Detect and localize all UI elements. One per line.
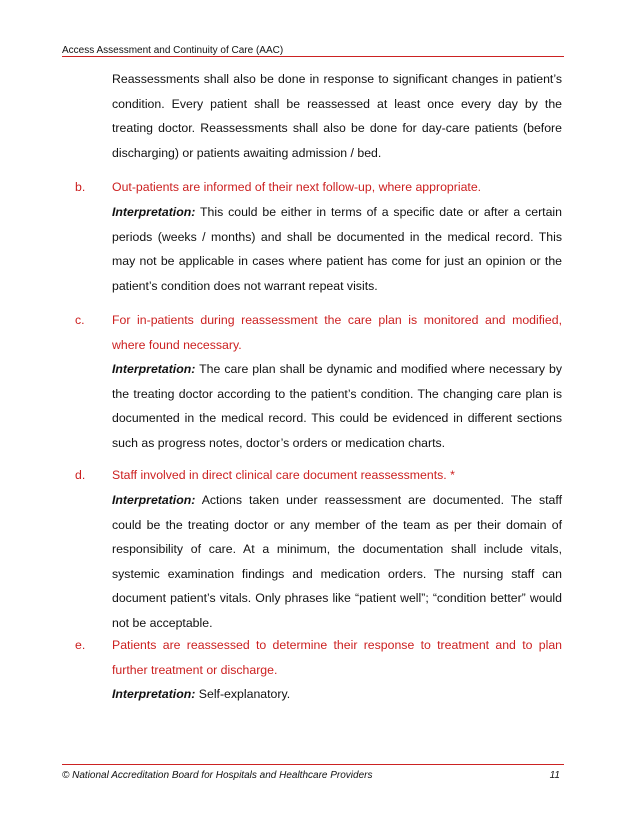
- interpretation-text: This could be either in terms of a specific date or after a certain periods (weeks / months) and shall be documented in the medical record. This may not be applicable in cases where patient has come for just an opinion or the patient’s condition does not warrant repeat visits.: [112, 205, 562, 293]
- item-b-marker: b.: [75, 180, 86, 194]
- item-e-marker: e.: [75, 638, 86, 652]
- interpretation-label: Interpretation:: [112, 205, 196, 219]
- footer-copyright: © National Accreditation Board for Hospitals and Healthcare Providers: [62, 770, 373, 781]
- interpretation-text: The care plan shall be dynamic and modified where necessary by the treating doctor according to the patient’s condition. The changing care plan is documented in the medical record. This could be evidenced in different sections such as progress notes, doctor’s orders or medication charts.: [112, 362, 562, 450]
- item-e-standard: Patients are reassessed to determine their response to treatment and to plan further treatment or discharge.: [112, 638, 562, 677]
- item-d-marker: d.: [75, 468, 86, 482]
- item-b-interpretation: [112, 200, 562, 298]
- interpretation-text: Actions taken under reassessment are documented. The staff could be the treating doctor or any member of the team as per their domain of responsibility of care. At a minimum, the documentation shall include vitals, systemic examination findings and medication orders. The nursing staff can document patient’s vitals. Only phrases like “patient well”; “condition better” would not be acceptable.: [112, 493, 562, 630]
- item-b-standard: Out-patients are informed of their next follow-up, where appropriate.: [112, 180, 482, 194]
- interpretation-label: Interpretation:: [112, 687, 196, 701]
- running-header: Access Assessment and Continuity of Care (AAC): [62, 45, 284, 56]
- intro-paragraph: Reassessments shall also be done in response to significant changes in patient’s condition. Every patient shall be reassessed at least once every day by the treating doctor. Reassessments shall also be done for day-care patients (before discharging) or patients awaiting admission / bed.: [112, 72, 562, 160]
- interpretation-label: Interpretation:: [112, 362, 196, 376]
- item-e-interpretation: [112, 682, 562, 707]
- item-c-marker: c.: [75, 313, 85, 327]
- item-d-standard: Staff involved in direct clinical care document reassessments. *: [112, 468, 455, 482]
- item-c-interpretation: [112, 357, 562, 455]
- header-divider: [62, 56, 564, 57]
- item-c-standard: For in-patients during reassessment the care plan is monitored and modified, where found necessary.: [112, 313, 562, 352]
- interpretation-label: Interpretation:: [112, 493, 196, 507]
- footer-divider: [62, 764, 564, 765]
- page-number: 11: [549, 770, 560, 781]
- item-d-interpretation: [112, 488, 562, 635]
- interpretation-text: Self-explanatory.: [195, 687, 291, 701]
